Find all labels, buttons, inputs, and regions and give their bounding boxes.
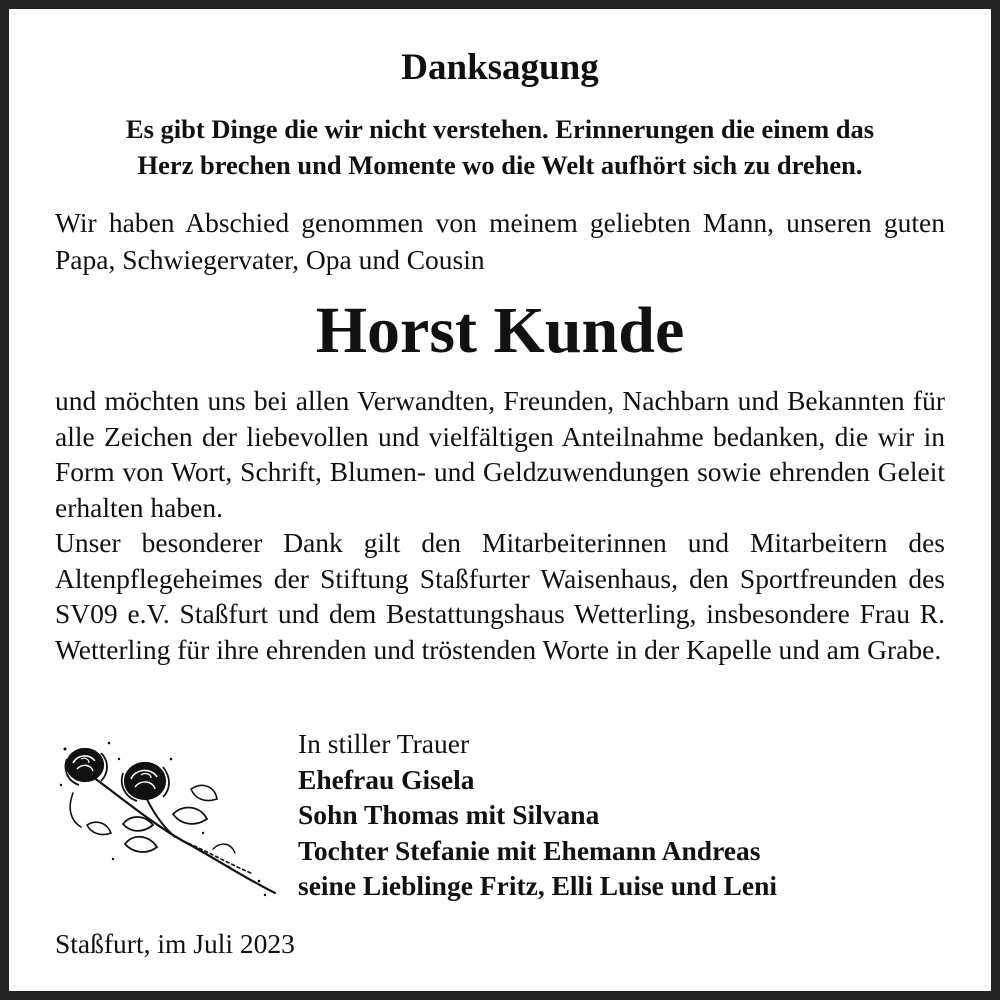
- deceased-name: Horst Kunde: [315, 294, 685, 367]
- intro-line-1: Wir haben Abschied genommen von meinem geliebten Mann, unseren: [55, 207, 872, 238]
- notice-heading: Danksagung: [401, 47, 599, 88]
- mourner-line: seine Lieblinge Fritz, Elli Luise und Leni: [298, 870, 778, 901]
- place-date: Staßfurt, im Juli 2023: [55, 928, 295, 959]
- signature-intro: In stiller Trauer: [298, 728, 470, 759]
- quote-line-2: Herz brechen und Momente wo die Welt aufhört sich zu drehen.: [137, 150, 863, 180]
- thanks-text: [55, 383, 945, 667]
- thanks-paragraph-1: und möchten uns bei allen Verwandten, Freunden, Nachbarn und Bekannten für alle Zeichen der liebevollen und vielfältigen Anteilnahme bedanken, die wir in Form von Wort, Schrift, Blumen- und Geldzuwendungen sowie ehrenden Geleit erhalten haben.: [55, 385, 945, 523]
- rose-icon: [53, 729, 278, 899]
- thanks-paragraph-2: Unser besonderer Dank gilt den Mitarbeiterinnen und Mitarbeitern des Altenpflegeheimes der Stiftung Staßfurter Waisenhaus, den Sportfreunden des SV09 e.V. Staßfurt und dem Bestattungshaus Wetterling, insbesondere Frau R. Wetterling für ihre ehrenden und tröstenden Worte in der Kapelle und am Grabe.: [55, 527, 945, 665]
- quote-block: [47, 111, 953, 183]
- intro-text: [55, 204, 945, 278]
- mourner-line: Ehefrau Gisela: [298, 763, 475, 795]
- signature-block: [298, 726, 777, 904]
- quote-line-1: Es gibt Dinge die wir nicht verstehen. Erinnerungen die einem das: [125, 114, 875, 144]
- mourner-line: Sohn Thomas mit Silvana: [298, 799, 600, 830]
- intro-line-2: guten Papa, Schwiegervater, Opa und Cousin: [55, 207, 946, 275]
- mourner-line: Tochter Stefanie mit Ehemann Andreas: [298, 834, 761, 866]
